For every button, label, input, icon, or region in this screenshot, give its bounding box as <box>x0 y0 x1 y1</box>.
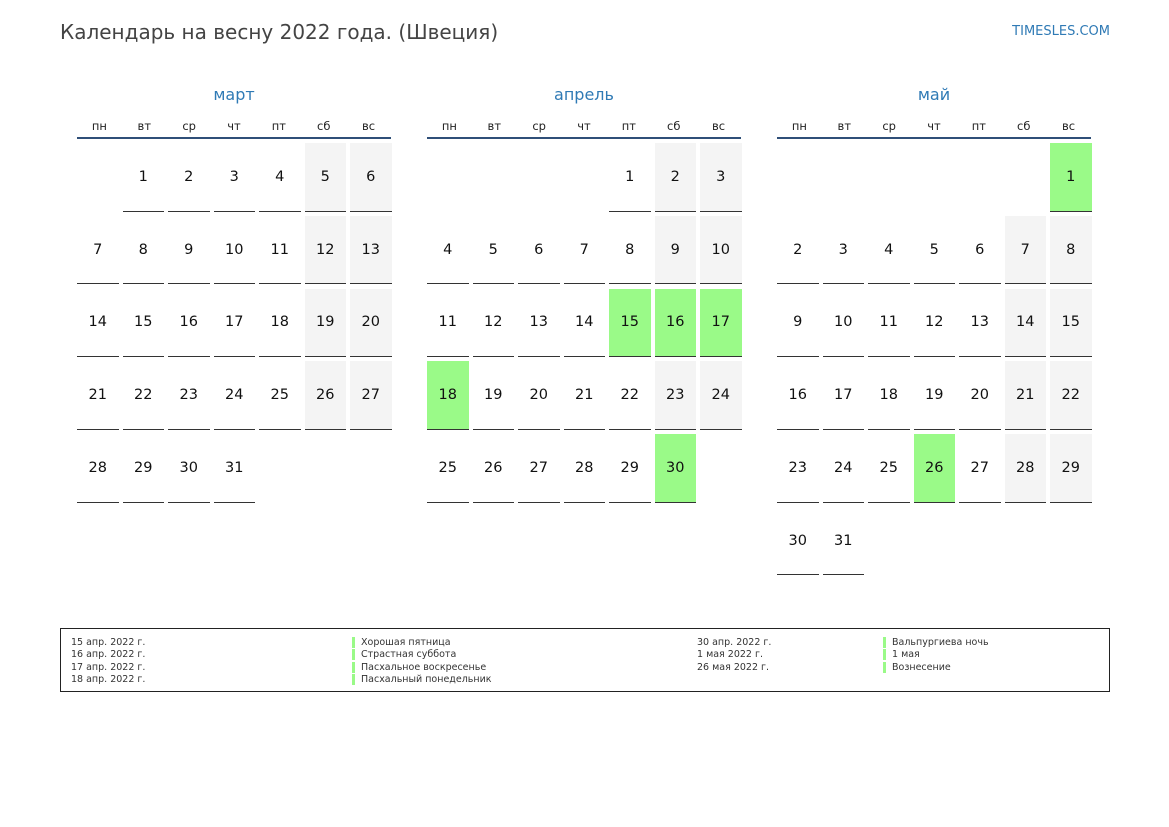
empty-cell <box>959 143 1001 212</box>
day-cell: 5 <box>305 143 347 212</box>
weekday-label: пт <box>621 119 636 133</box>
day-cell: 2 <box>168 143 210 212</box>
legend-dates-left <box>71 637 145 687</box>
empty-cell <box>823 143 865 212</box>
legend-date: 1 мая 2022 г. <box>697 649 763 661</box>
day-cell: 13 <box>518 289 560 358</box>
day-cell: 10 <box>214 216 256 285</box>
page-title: Календарь на весну 2022 года. (Швеция) <box>60 20 499 44</box>
day-cell: 20 <box>350 289 392 358</box>
legend-date: 16 апр. 2022 г. <box>71 649 146 661</box>
day-cell: 27 <box>959 434 1001 503</box>
day-cell: 12 <box>473 289 515 358</box>
day-cell: 2 <box>777 216 819 285</box>
day-cell: 3 <box>700 143 742 212</box>
empty-cell <box>564 143 606 212</box>
day-cell: 26 <box>305 361 347 430</box>
empty-cell <box>777 143 819 212</box>
day-cell: 10 <box>700 216 742 285</box>
weekday-label: вс <box>712 119 726 133</box>
day-cell: 21 <box>1005 361 1047 430</box>
weekday-label: ср <box>182 119 196 133</box>
day-cell: 22 <box>123 361 165 430</box>
weekday-label: вс <box>1062 119 1076 133</box>
legend-holiday-name: 1 мая <box>883 649 920 660</box>
day-cell: 15 <box>123 289 165 358</box>
day-cell: 24 <box>823 434 865 503</box>
month-march <box>77 84 393 503</box>
holiday-day-cell: 26 <box>914 434 956 503</box>
day-cell: 22 <box>609 361 651 430</box>
day-cell: 21 <box>77 361 119 430</box>
day-cell: 1 <box>123 143 165 212</box>
day-cell: 31 <box>214 434 256 503</box>
day-cell: 30 <box>777 507 819 576</box>
day-cell: 7 <box>1005 216 1047 285</box>
legend-line <box>697 637 771 649</box>
legend-line <box>352 662 492 674</box>
day-cell: 10 <box>823 289 865 358</box>
weekday-label: пн <box>791 119 807 133</box>
month-name: апрель <box>554 85 614 104</box>
day-cell: 23 <box>168 361 210 430</box>
legend-holiday-name: Страстная суббота <box>352 649 456 660</box>
day-cell: 2 <box>655 143 697 212</box>
holiday-day-cell: 15 <box>609 289 651 358</box>
day-cell: 4 <box>259 143 301 212</box>
weekday-label: ср <box>882 119 896 133</box>
day-cell: 7 <box>77 216 119 285</box>
weekday-label: вт <box>487 119 502 133</box>
legend-line <box>697 649 771 661</box>
weekday-label: сб <box>1017 119 1031 133</box>
day-grid <box>777 143 1093 575</box>
day-cell: 18 <box>868 361 910 430</box>
day-cell: 20 <box>518 361 560 430</box>
day-cell: 22 <box>1050 361 1092 430</box>
day-cell: 14 <box>77 289 119 358</box>
weekday-label: чт <box>227 119 241 133</box>
day-cell: 14 <box>564 289 606 358</box>
day-cell: 18 <box>259 289 301 358</box>
holiday-legend <box>60 628 1110 692</box>
legend-line <box>71 637 145 649</box>
weekday-header <box>427 115 741 139</box>
legend-holiday-name: Вальпургиева ночь <box>883 637 989 648</box>
day-cell: 4 <box>868 216 910 285</box>
empty-cell <box>1005 143 1047 212</box>
weekday-label: ср <box>532 119 546 133</box>
weekday-label: пн <box>441 119 457 133</box>
day-cell: 9 <box>777 289 819 358</box>
day-cell: 25 <box>259 361 301 430</box>
day-cell: 16 <box>168 289 210 358</box>
day-cell: 25 <box>868 434 910 503</box>
legend-names-left <box>352 637 492 687</box>
day-cell: 31 <box>823 507 865 576</box>
day-cell: 28 <box>77 434 119 503</box>
legend-date: 30 апр. 2022 г. <box>697 637 772 648</box>
legend-holiday-name: Хорошая пятница <box>352 637 451 648</box>
day-cell: 14 <box>1005 289 1047 358</box>
month-name: май <box>917 85 951 104</box>
day-cell: 8 <box>609 216 651 285</box>
month-name: март <box>213 85 255 104</box>
day-grid <box>427 143 743 503</box>
day-cell: 29 <box>123 434 165 503</box>
day-cell: 5 <box>473 216 515 285</box>
day-cell: 26 <box>473 434 515 503</box>
legend-date: 26 мая 2022 г. <box>697 661 770 673</box>
month-may <box>777 84 1093 575</box>
weekday-label: пт <box>971 119 986 133</box>
day-cell: 21 <box>564 361 606 430</box>
weekday-label: вт <box>837 119 852 133</box>
legend-holiday-name: Вознесение <box>883 662 951 673</box>
weekday-label: чт <box>577 119 591 133</box>
empty-cell <box>868 143 910 212</box>
day-cell: 7 <box>564 216 606 285</box>
empty-cell <box>518 143 560 212</box>
empty-cell <box>914 143 956 212</box>
day-cell: 8 <box>123 216 165 285</box>
day-cell: 27 <box>518 434 560 503</box>
legend-line <box>352 674 492 686</box>
legend-line <box>883 637 989 649</box>
day-cell: 11 <box>259 216 301 285</box>
day-cell: 6 <box>518 216 560 285</box>
day-cell: 28 <box>564 434 606 503</box>
day-cell: 30 <box>168 434 210 503</box>
day-cell: 15 <box>1050 289 1092 358</box>
legend-date: 18 апр. 2022 г. <box>71 674 146 686</box>
empty-cell <box>77 143 119 212</box>
weekday-label: пт <box>271 119 286 133</box>
legend-names-right <box>883 637 989 674</box>
day-cell: 29 <box>1050 434 1092 503</box>
day-cell: 19 <box>305 289 347 358</box>
day-grid <box>77 143 393 503</box>
legend-line <box>71 649 145 661</box>
day-cell: 12 <box>914 289 956 358</box>
legend-line <box>883 662 989 674</box>
weekday-label: вт <box>137 119 152 133</box>
legend-dates-right <box>697 637 771 674</box>
day-cell: 16 <box>777 361 819 430</box>
month-april <box>427 84 743 503</box>
legend-line <box>71 662 145 674</box>
weekday-label: сб <box>317 119 331 133</box>
holiday-day-cell: 1 <box>1050 143 1092 212</box>
day-cell: 8 <box>1050 216 1092 285</box>
holiday-day-cell: 30 <box>655 434 697 503</box>
day-cell: 25 <box>427 434 469 503</box>
day-cell: 27 <box>350 361 392 430</box>
holiday-day-cell: 17 <box>700 289 742 358</box>
legend-date: 15 апр. 2022 г. <box>71 637 146 648</box>
day-cell: 24 <box>214 361 256 430</box>
legend-holiday-name: Пасхальное воскресенье <box>352 662 486 673</box>
day-cell: 24 <box>700 361 742 430</box>
day-cell: 9 <box>168 216 210 285</box>
day-cell: 19 <box>473 361 515 430</box>
legend-line <box>883 649 989 661</box>
day-cell: 11 <box>868 289 910 358</box>
empty-cell <box>427 143 469 212</box>
day-cell: 29 <box>609 434 651 503</box>
legend-line <box>71 674 145 686</box>
day-cell: 9 <box>655 216 697 285</box>
day-cell: 11 <box>427 289 469 358</box>
day-cell: 20 <box>959 361 1001 430</box>
weekday-label: сб <box>667 119 681 133</box>
legend-line <box>352 637 492 649</box>
day-cell: 17 <box>214 289 256 358</box>
day-cell: 5 <box>914 216 956 285</box>
weekday-header <box>777 115 1091 139</box>
day-cell: 3 <box>823 216 865 285</box>
legend-line <box>697 662 771 674</box>
holiday-day-cell: 18 <box>427 361 469 430</box>
day-cell: 3 <box>214 143 256 212</box>
day-cell: 23 <box>777 434 819 503</box>
legend-line <box>352 649 492 661</box>
day-cell: 17 <box>823 361 865 430</box>
day-cell: 12 <box>305 216 347 285</box>
weekday-header <box>77 115 391 139</box>
day-cell: 28 <box>1005 434 1047 503</box>
day-cell: 19 <box>914 361 956 430</box>
legend-date: 17 апр. 2022 г. <box>71 661 146 673</box>
holiday-day-cell: 16 <box>655 289 697 358</box>
day-cell: 1 <box>609 143 651 212</box>
weekday-label: чт <box>927 119 941 133</box>
day-cell: 23 <box>655 361 697 430</box>
weekday-label: пн <box>91 119 107 133</box>
site-link[interactable]: TIMESLES.COM <box>1012 24 1110 39</box>
day-cell: 13 <box>350 216 392 285</box>
weekday-label: вс <box>362 119 376 133</box>
legend-holiday-name: Пасхальный понедельник <box>352 674 492 685</box>
day-cell: 13 <box>959 289 1001 358</box>
empty-cell <box>473 143 515 212</box>
day-cell: 6 <box>350 143 392 212</box>
day-cell: 4 <box>427 216 469 285</box>
day-cell: 6 <box>959 216 1001 285</box>
